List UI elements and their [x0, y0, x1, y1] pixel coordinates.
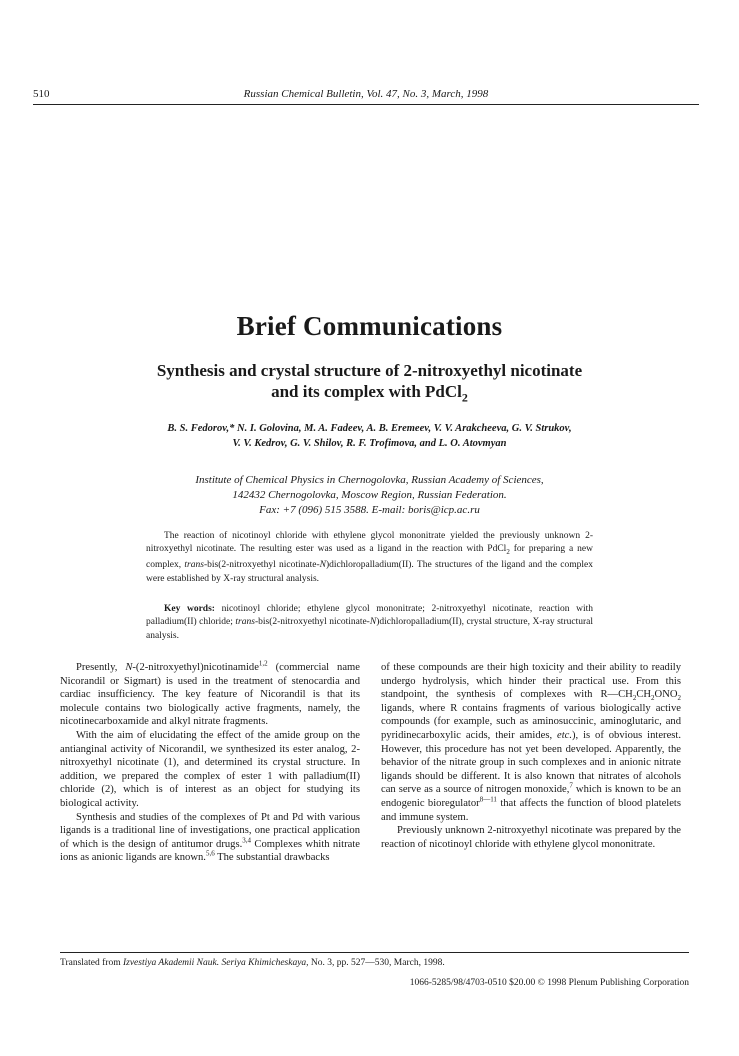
keywords-label: Key words: — [164, 604, 215, 614]
keywords: Key words: nicotinoyl chloride; ethylene glycol mononitrate; 2-nitroxyethyl nicotinate, reaction with palladium(II) chloride; trans-bis(2-nitroxyethyl nicotinate-N)dichloropalladium(II), crystal structure, X-ray structural analysis. — [146, 604, 593, 641]
journal-citation: Russian Chemical Bulletin, Vol. 47, No. 3, March, 1998 — [243, 88, 489, 100]
article-title-line2: and its complex with PdCl$_2$ — [271, 382, 468, 405]
copyright-line: 1066-5285/98/4703-0510 $20.00 © 1998 Plenum Publishing Corporation — [409, 978, 689, 988]
authors-line2: V. V. Kedrov, G. V. Shilov, R. F. Trofimova, and L. O. Atovmyan — [232, 438, 507, 449]
article-title — [60, 360, 679, 408]
paragraph: Synthesis and studies of the complexes of Pt and Pd with various ligands is a traditional line of investigations, one practical application of which is the design of antitumor drugs.$^{3,4}$ Complexes whith nitrate ions as anionic ligands are known.$^{5,6}$ The substantial drawbacks — [60, 811, 360, 864]
body-column-left — [60, 661, 360, 865]
paragraph: of these compounds are their high toxicity and their ability to readily undergo hydrolysis, which hinder their practical use. From this standpoint, the synthesis of complexes with $R—CH_2CH_2ONO_2$ ligands, where R contains fragments of various biologically active compounds (for example, such as aminosuccinic, aminoglutaric, and pyridinecarboxylic acids, their amides, etc.), is of obvious interest. However, this procedure has not yet been developed. Apparently, the behavior of the nitrate group in such complexes and in anionic nitrate ligands should be different. It is also known that nitrates of alcohols can serve as a source of nitrogen monoxide,$^7$ which is known to be an endogenic bioregulator$^{8—11}$ that affects the function of blood platelets and immune system. — [381, 662, 682, 823]
authors-line1: B. S. Fedorov,* N. I. Golovina, M. A. Fadeev, A. B. Eremeev, V. V. Arakcheeva, G. V. Strukov, — [167, 423, 572, 434]
author-list — [70, 421, 669, 451]
affiliation-line2: 142432 Chernogolovka, Moscow Region, Russian Federation. — [232, 489, 507, 501]
paragraph: With the aim of elucidating the effect of the amide group on the antianginal activity of Nicorandil, we synthesized its ester analog, 2-nitroxyethyl nicotinate (1), and determined its crystal structure. In addition, we prepared the complex of ester 1 with palladium(II) chloride (2), which is of interest as an object for studying its biological activity. — [60, 729, 360, 809]
footer-rule — [60, 952, 689, 953]
running-head — [33, 88, 699, 104]
section-title: Brief Communications — [236, 311, 503, 341]
affiliation-contact: Fax: +7 (096) 515 3588. E-mail: boris@icp.ac.ru — [259, 504, 480, 516]
paragraph: Previously unknown 2-nitroxyethyl nicotinate was prepared by the reaction of nicotinoyl chloride with ethylene glycol mononitrate. — [381, 825, 681, 850]
paragraph: Presently, N-(2-nitroxyethyl)nicotinamide$^{1,2}$ (commercial name Nicorandil or Sigmart) is used in the treatment of stenocardia and cardiac insufficiency. The key feature of Nicorandil is that its molecule contains two biologically active fragments, namely, the nicotinecarboxamide and alkyl nitrate fragments. — [60, 659, 360, 728]
affiliation — [120, 473, 619, 518]
translation-note: Translated from Izvestiya Akademii Nauk. Seriya Khimicheskaya, No. 3, pp. 527—530, March, 1998. — [60, 958, 445, 968]
abstract: The reaction of nicotinoyl chloride with ethylene glycol mononitrate yielded the previously unknown 2-nitroxyethyl nicotinate. The resulting ester was used as a ligand in the reaction with PdCl$_2$ for preparing a new complex, trans-bis(2-nitroxyethyl nicotinate-N)dichloropalladium(II). The structures of the ligand and the complex were established by X-ray structural analysis. — [146, 531, 593, 584]
page-number: 510 — [33, 88, 50, 100]
affiliation-line1: Institute of Chemical Physics in Chernogolovka, Russian Academy of Sciences, — [195, 474, 544, 486]
article-title-line1: Synthesis and crystal structure of 2-nitroxyethyl nicotinate — [156, 361, 583, 380]
body-column-right — [381, 661, 681, 851]
header-rule — [33, 104, 699, 105]
